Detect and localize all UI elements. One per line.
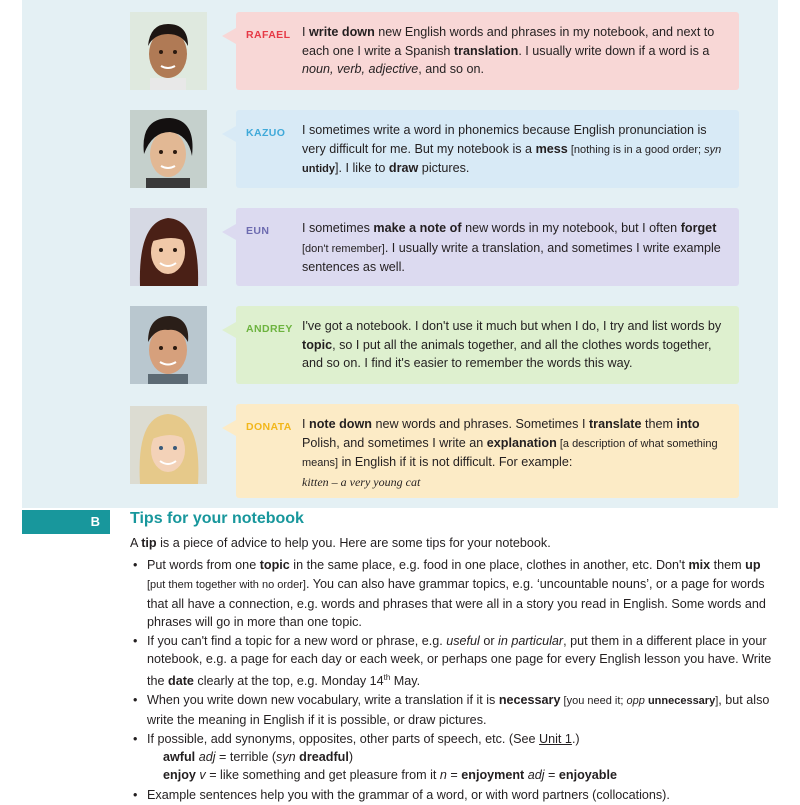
speaker-name: RAFAEL — [246, 29, 291, 41]
text-run: translate — [588, 417, 642, 431]
text-run: th — [383, 672, 391, 682]
text-run: adj — [527, 768, 545, 783]
text-run: [don't remember] — [302, 242, 385, 255]
text-run: = — [446, 768, 462, 783]
text-run: enjoy — [163, 768, 196, 783]
text-run: up — [745, 558, 761, 572]
unit-link[interactable]: Unit 1 — [539, 731, 572, 746]
section-title: Tips for your notebook — [130, 510, 304, 527]
text-run: . I usually write down if a word is a — [518, 43, 710, 58]
text-run: them — [710, 558, 746, 572]
text-run: write down — [309, 25, 375, 39]
text-run: = like something and get pleasure from it — [205, 768, 440, 783]
text-run: necessary — [498, 693, 561, 708]
text-run: new words in my notebook, but I often — [461, 221, 681, 235]
eun-photo — [130, 208, 207, 286]
text-run: in the same place, e.g. food in one place, clothes in another, etc. Don't — [289, 558, 689, 572]
donata-photo — [130, 406, 207, 484]
text-run: mix — [688, 558, 711, 572]
speech-bubble-kazuo — [236, 110, 739, 188]
text-run: syn — [276, 750, 296, 765]
text-run: is a piece of advice to help you. Here are some tips for your notebook. — [156, 536, 551, 550]
text-run: A — [130, 536, 142, 550]
text-run: kitten – a very young cat — [302, 474, 421, 489]
text-run: new English words and phrases in my notebook, and next to each one I write a Spanish — [302, 25, 715, 58]
text-run: [a description of what something means] — [302, 437, 718, 469]
text-run: in English if it is not difficult. For example: — [338, 455, 573, 469]
text-run: I've got a notebook. I don't use it much but when I do, I try and list words by — [302, 319, 722, 333]
text-run: in particular — [498, 634, 564, 649]
speaker-text — [302, 415, 725, 491]
text-run: note down — [309, 417, 372, 431]
text-run: translation — [453, 43, 519, 58]
text-run: ]. I like to — [335, 161, 389, 175]
text-run: ] — [715, 695, 719, 708]
text-run: enjoyment — [461, 768, 525, 783]
text-run: If possible, add synonyms, opposites, other parts of speech, etc. (See — [147, 731, 540, 746]
speaker-text — [302, 121, 725, 179]
text-run: . You can also have grammar topics, e.g. ‘uncountable nouns’, or a page for words that all have a connection, e.g. words and phrases that were all in a story you read in English. Some words and phrases will go in more than one topic. — [147, 577, 766, 629]
text-run: I sometimes write a word in phonemics because English pronunciation is very difficult for me. But my notebook is a — [302, 123, 707, 156]
text-run: explanation — [486, 435, 557, 450]
text-run: adj — [198, 750, 216, 765]
text-run: enjoyable — [558, 768, 617, 783]
text-run: I — [302, 25, 309, 39]
section-label: B — [22, 510, 110, 534]
text-run: useful — [446, 634, 480, 649]
tip-item — [130, 691, 780, 729]
tips-list — [130, 556, 780, 805]
text-run: [put them together with no order] — [147, 579, 306, 592]
speech-bubble-rafael — [236, 12, 739, 90]
text-run: syn — [704, 143, 722, 156]
text-run: clearly at the top, e.g. Monday 14 — [193, 673, 384, 688]
text-run: make a note of — [373, 221, 462, 235]
text-run: opp — [626, 695, 645, 708]
text-run: unnecessary — [647, 695, 716, 708]
kazuo-photo — [130, 110, 207, 188]
text-run: When you write down new vocabulary, write a translation if it is — [147, 693, 499, 708]
text-run: forget — [680, 221, 717, 235]
text-run: pictures. — [418, 161, 470, 175]
text-run: tip — [141, 536, 157, 550]
speaker-text — [302, 317, 725, 373]
speaker-name: KAZUO — [246, 127, 286, 139]
text-run: [you need it; — [560, 695, 627, 708]
tip-item — [130, 632, 780, 690]
text-run: or — [479, 634, 499, 649]
text-run: ) — [348, 750, 354, 765]
speaker-name: DONATA — [246, 421, 292, 433]
text-run: I sometimes — [302, 221, 374, 235]
text-run: . I usually write a translation, and sometimes I write example sentences as well. — [302, 240, 721, 274]
text-run: topic — [302, 337, 333, 352]
rafael-photo — [130, 12, 207, 90]
text-run: date — [168, 673, 194, 688]
speaker-text — [302, 219, 725, 277]
text-run: [nothing is in a good order; — [567, 143, 705, 156]
text-run: , put them in a different place in your notebook, e.g. a page for each day or each week, or perhaps one page for every English lesson you have. Write the — [147, 634, 772, 688]
text-run: n — [439, 768, 447, 783]
text-run: dreadful — [299, 750, 349, 765]
text-run: Polish, and sometimes I write an — [302, 435, 487, 450]
andrey-photo — [130, 306, 207, 384]
text-run: = — [544, 768, 559, 783]
text-run: , so I put all the animals together, and all the clothes words together, and so on. I find it's easier to remember the words this way. — [302, 337, 712, 370]
text-run: awful — [163, 750, 196, 765]
text-run: .) — [571, 731, 580, 746]
text-run: If you can't find a topic for a new word or phrase, e.g. — [147, 634, 447, 649]
text-run: them — [641, 417, 677, 431]
text-run: Example sentences help you with the grammar of a word, or with word partners (collocations). — [147, 787, 670, 802]
text-run: draw — [388, 161, 419, 175]
tip-item — [130, 730, 780, 785]
speech-bubble-eun — [236, 208, 739, 286]
speaker-name: EUN — [246, 225, 270, 237]
text-run: v — [199, 768, 206, 783]
text-run: = terrible ( — [215, 750, 277, 765]
text-run: Put words from one — [147, 558, 260, 572]
speech-bubble-donata — [236, 404, 739, 498]
speech-bubble-andrey — [236, 306, 739, 384]
text-run: , but also write the meaning in English if it is possible, or draw pictures. — [147, 693, 770, 727]
text-run: mess — [535, 141, 568, 156]
text-run: May. — [390, 673, 421, 688]
text-run: into — [676, 417, 700, 431]
speaker-name: ANDREY — [246, 323, 293, 335]
tip-item — [130, 556, 780, 631]
section-intro — [130, 534, 551, 552]
speaker-text — [302, 23, 725, 79]
text-run: new words and phrases. Sometimes I — [371, 417, 589, 431]
text-run: , and so on. — [418, 62, 485, 76]
tip-item — [130, 786, 780, 804]
text-run: noun, verb, adjective — [302, 62, 419, 76]
text-run: I — [302, 417, 309, 431]
text-run: untidy — [302, 163, 335, 175]
text-run: topic — [259, 558, 290, 572]
